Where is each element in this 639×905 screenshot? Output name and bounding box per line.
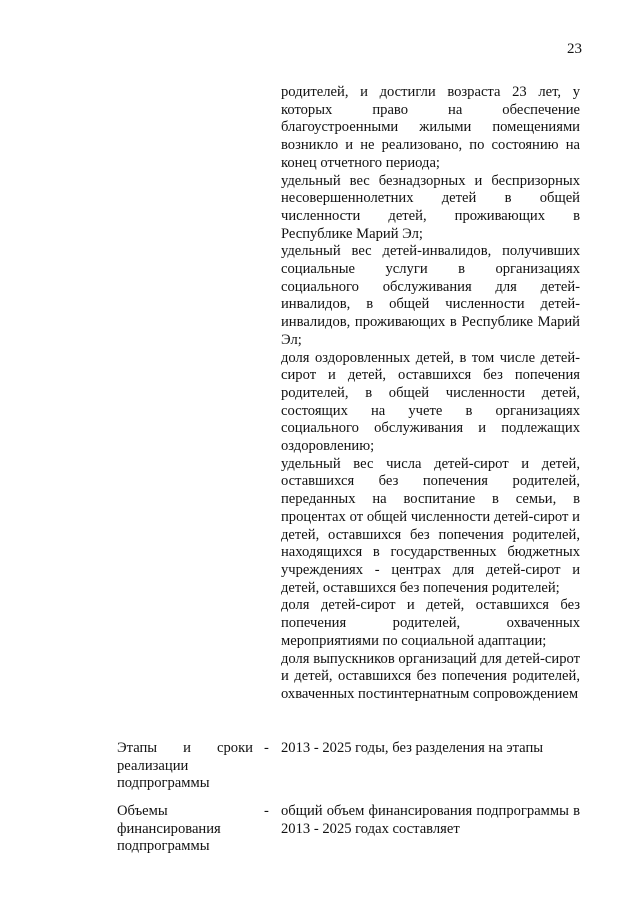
funding-label-cell <box>117 803 253 856</box>
funding-value-cell <box>281 803 580 838</box>
indicator-item: доля детей-сирот и детей, оставшихся без попечения родителей, охваченных мероприятиями по социальной адаптации; <box>281 597 580 649</box>
indicator-item: доля выпускников организаций для детей-сирот и детей, оставшихся без попечения родителей, охваченных постинтернатным сопровождением <box>281 650 580 702</box>
funding-label: Объемы финансирования подпрограммы <box>117 803 221 855</box>
funding-dash: - <box>264 803 269 819</box>
indicator-continuation: родителей, и достигли возраста 23 лет, у которых право на обеспечение благоустроенными жилыми помещениями возникло и не реализовано, по состоянию на конец отчетного периода; <box>281 84 580 171</box>
indicator-item: удельный вес детей-инвалидов, получивших социальные услуги в организациях социального обслуживания для детей-инвалидов, в общей численности детей-инвалидов, проживающих в Республике Марий Эл; <box>281 243 580 348</box>
stages-dash: - <box>264 740 269 756</box>
page-number: 23 <box>567 41 582 57</box>
indicators-block <box>281 84 580 704</box>
stages-value: 2013 - 2025 годы, без разделения на этапы <box>281 740 544 756</box>
stages-value-cell <box>281 740 580 758</box>
indicator-item: удельный вес безнадзорных и беспризорных несовершеннолетних детей в общей численности детей, проживающих в Республике Марий Эл; <box>281 172 580 242</box>
stages-label-cell <box>117 740 253 793</box>
indicator-item: удельный вес числа детей-сирот и детей, оставшихся без попечения родителей, переданных на воспитание в семьи, в процентах от общей численности детей-сирот и детей, оставшихся без попечения родителей, находящихся в государственных бюджетных учреждениях - центрах для детей-сирот и детей, оставшихся без попечения родителей; <box>281 455 580 596</box>
indicator-item: доля оздоровленных детей, в том числе детей-сирот и детей, оставшихся без попечения родителей, в общей численности детей, состоящих на учете в организациях социального обслуживания и подлежащих оздоровлению; <box>281 349 580 455</box>
funding-value: общий объем финансирования подпрограммы в 2013 - 2025 годах составляет <box>281 803 580 837</box>
stages-label: Этапы и сроки реализации подпрограммы <box>117 740 253 792</box>
